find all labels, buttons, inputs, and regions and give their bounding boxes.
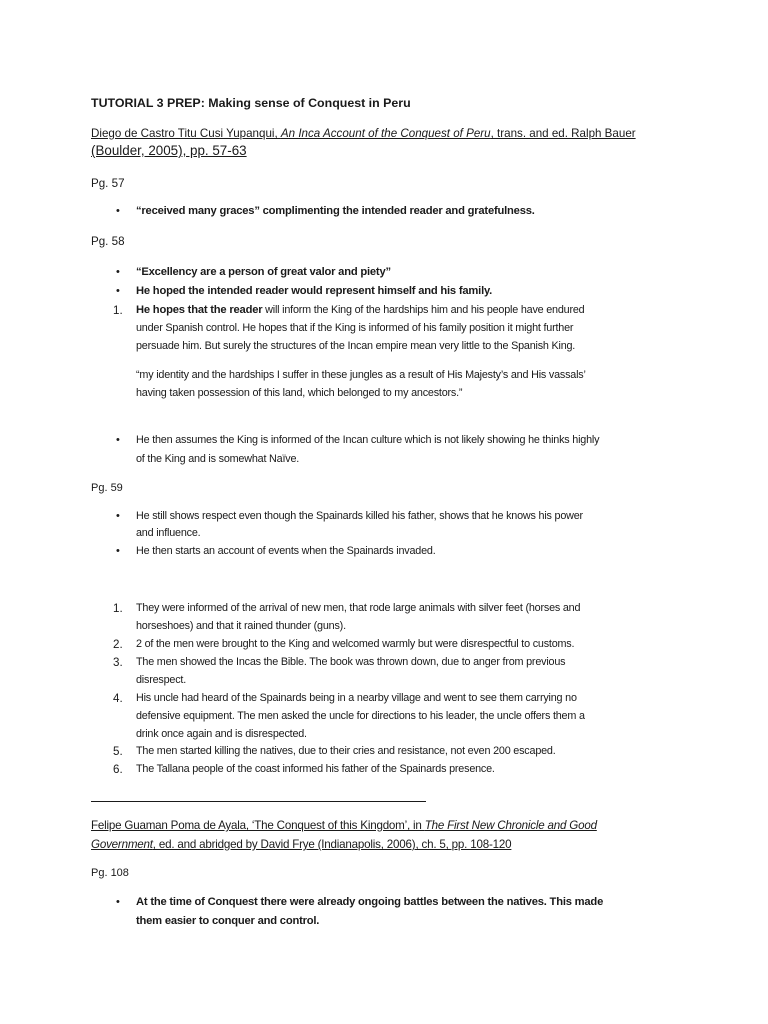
pg59-item-5: The men started killing the natives, due to their cries and resistance, not even 200 escaped. bbox=[136, 745, 556, 757]
pg58-quote-line-1: “my identity and the hardships I suffer in these jungles as a result of His Majesty’s and His vassals’ bbox=[136, 369, 586, 381]
pg58-item-1-line-3: persuade him. But surely the structures of the Incan empire mean very little to the Spanish King. bbox=[136, 340, 576, 352]
pg57-bullet-1: “received many graces” complimenting the intended reader and gratefulness. bbox=[136, 205, 535, 217]
source-citation-1-line2: (Boulder, 2005), pp. 57-63 bbox=[91, 143, 247, 158]
list-number: 4. bbox=[113, 692, 123, 705]
bullet-marker: • bbox=[116, 266, 120, 278]
citation-2-work: The First New Chronicle and Good bbox=[424, 819, 597, 832]
list-number: 2. bbox=[113, 638, 123, 651]
pg58-item-1-text: will inform the King of the hardships him and his people have endured bbox=[262, 304, 585, 316]
pg58-quote-line-2: having taken possession of this land, which belonged to my ancestors.” bbox=[136, 387, 463, 399]
pg59-bullet-1-line-1: He still shows respect even though the Spainards killed his father, shows that he knows his power bbox=[136, 510, 583, 522]
pg59-bullet-1-line-2: and influence. bbox=[136, 527, 201, 539]
bullet-marker: • bbox=[116, 896, 120, 908]
pg59-item-1-line-2: horseshoes) and that it rained thunder (guns). bbox=[136, 620, 346, 632]
citation-2-rest: , ed. and abridged by David Frye (Indianapolis, 2006), ch. 5, pp. 108-120 bbox=[152, 838, 512, 851]
list-number: 3. bbox=[113, 656, 123, 669]
list-number: 1. bbox=[113, 304, 123, 317]
pg59-bullet-2: He then starts an account of events when the Spainards invaded. bbox=[136, 545, 436, 557]
pg59-item-4-line-2: defensive equipment. The men asked the uncle for directions to his leader, the uncle offers them a bbox=[136, 710, 585, 722]
pg58-item-1-bold: He hopes that the reader bbox=[136, 304, 263, 316]
bullet-marker: • bbox=[116, 285, 120, 297]
document-title: TUTORIAL 3 PREP: Making sense of Conquest in Peru bbox=[91, 96, 411, 110]
page-label-59: Pg. 59 bbox=[91, 482, 123, 494]
pg59-item-2: 2 of the men were brought to the King and welcomed warmly but were disrespectful to customs. bbox=[136, 638, 575, 650]
source-citation-2-line-1 bbox=[91, 818, 597, 833]
pg59-item-6: The Tallana people of the coast informed his father of the Spainards presence. bbox=[136, 763, 495, 775]
pg59-item-1-line-1: They were informed of the arrival of new men, that rode large animals with silver feet (horses and bbox=[136, 602, 581, 614]
pg58-item-1-line-2: under Spanish control. He hopes that if the King is informed of his family position it might further bbox=[136, 322, 574, 334]
pg59-item-4-line-1: His uncle had heard of the Spainards being in a nearby village and went to see them carrying no bbox=[136, 692, 577, 704]
pg108-bullet-1-line-2: them easier to conquer and control. bbox=[136, 915, 320, 927]
bullet-marker: • bbox=[116, 434, 120, 446]
page-label-57: Pg. 57 bbox=[91, 177, 125, 190]
bullet-marker: • bbox=[116, 545, 120, 557]
bullet-marker: • bbox=[116, 205, 120, 217]
source-citation-2-line-2 bbox=[91, 837, 511, 852]
list-number: 5. bbox=[113, 745, 123, 758]
citation-work: An Inca Account of the Conquest of Peru bbox=[280, 127, 491, 140]
pg58-bullet-3-line-1: He then assumes the King is informed of the Incan culture which is not likely showing he thinks highly bbox=[136, 434, 600, 446]
list-number: 1. bbox=[113, 602, 123, 615]
pg59-item-3-line-2: disrespect. bbox=[136, 674, 187, 686]
pg58-item-1-line-1 bbox=[136, 303, 584, 318]
citation-2-work-cont: Government bbox=[91, 838, 153, 851]
page-label-108: Pg. 108 bbox=[91, 867, 129, 879]
pg59-item-3-line-1: The men showed the Incas the Bible. The book was thrown down, due to anger from previous bbox=[136, 656, 566, 668]
pg59-item-4-line-3: drink once again and is disrespected. bbox=[136, 728, 307, 740]
source-citation-1 bbox=[91, 126, 636, 141]
list-number: 6. bbox=[113, 763, 123, 776]
pg58-bullet-1: “Excellency are a person of great valor and piety” bbox=[136, 266, 391, 278]
pg108-bullet-1-line-1: At the time of Conquest there were already ongoing battles between the natives. This made bbox=[136, 896, 604, 908]
citation-rest: , trans. and ed. Ralph Bauer bbox=[490, 127, 636, 140]
page-label-58: Pg. 58 bbox=[91, 235, 125, 248]
pg58-bullet-3-line-2: of the King and is somewhat Naïve. bbox=[136, 453, 300, 465]
pg58-bullet-2: He hoped the intended reader would represent himself and his family. bbox=[136, 285, 493, 297]
citation-author: Diego de Castro Titu Cusi Yupanqui, bbox=[91, 127, 281, 140]
bullet-marker: • bbox=[116, 510, 120, 522]
section-divider bbox=[91, 801, 426, 802]
citation-2-text: Felipe Guaman Poma de Ayala, ‘The Conquest of this Kingdom’, in bbox=[91, 819, 425, 832]
